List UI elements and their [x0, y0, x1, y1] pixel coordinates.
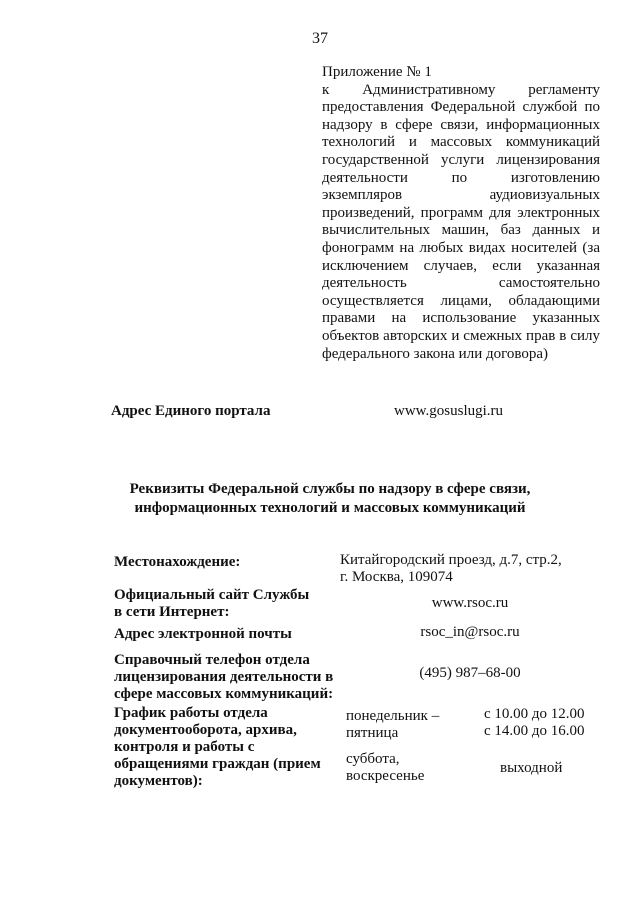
portal-url: www.gosuslugi.ru: [394, 403, 504, 419]
page-number: 37: [312, 30, 328, 47]
phone-label-line-3: сфере массовых коммуникаций:: [114, 686, 334, 702]
hours-line-1: с 10.00 до 12.00: [484, 706, 585, 722]
phone-label: [114, 652, 336, 703]
schedule-weekend: [346, 751, 424, 785]
appendix-block: [322, 64, 600, 363]
phone-label-line-1: Справочный телефон отдела: [114, 652, 310, 668]
schedule-hours: [484, 706, 585, 740]
portal-label: Адрес Единого портала: [111, 403, 271, 419]
email-value: rsoc_in@rsoc.ru: [420, 624, 520, 640]
requisites-heading: [100, 480, 560, 518]
appendix-text: к Административному регламенту предоставления Федеральной службой по надзору в сфере связи, информационных технологий и массовых коммуникаций государственной услуги лицензирования деятельности по изготовлению экземпляров аудиовизуальных произведений, программ для электронных вычислительных машин, баз данных и фонограмм на любых видах носителей (за исключением случаев, если указанная деятельность самостоятельно осуществляется лицами, обладающими правами на использование указанных объектов авторских и смежных прав в силу федерального закона или договора): [322, 81, 600, 362]
location-label: Местонахождение:: [114, 554, 241, 570]
schedule-label-line-1: График работы отдела: [114, 705, 268, 721]
location-line-1: Китайгородский проезд, д.7, стр.2,: [340, 552, 562, 568]
weekdays-line-2: пятница: [346, 725, 399, 741]
schedule-label: [114, 705, 336, 790]
schedule-label-line-4: обращениями граждан (прием: [114, 756, 321, 772]
heading-line-1: Реквизиты Федеральной службы по надзору в сфере связи,: [129, 481, 531, 497]
schedule-label-line-3: контроля и работы с: [114, 739, 255, 755]
location-value: [340, 552, 562, 586]
website-value: www.rsoc.ru: [431, 595, 509, 611]
phone-value: (495) 987–68-00: [419, 665, 521, 681]
weekend-line-2: воскресенье: [346, 768, 425, 784]
schedule-label-line-2: документооборота, архива,: [114, 722, 297, 738]
website-label-line-2: в сети Интернет:: [114, 604, 230, 620]
location-line-2: г. Москва, 109074: [340, 569, 453, 585]
schedule-weekend-value: выходной: [500, 760, 563, 776]
phone-label-line-2: лицензирования деятельности в: [114, 669, 334, 685]
schedule-weekdays: [346, 708, 439, 742]
appendix-title: Приложение № 1: [322, 64, 432, 80]
email-label: Адрес электронной почты: [114, 626, 292, 642]
weekend-line-1: суббота,: [346, 751, 400, 767]
heading-line-2: информационных технологий и массовых коммуникаций: [134, 500, 526, 516]
website-label-line-1: Официальный сайт Службы: [114, 587, 310, 603]
hours-line-2: с 14.00 до 16.00: [484, 723, 585, 739]
schedule-label-line-5: документов):: [114, 773, 203, 789]
weekdays-line-1: понедельник –: [346, 708, 440, 724]
website-label: [114, 587, 336, 621]
